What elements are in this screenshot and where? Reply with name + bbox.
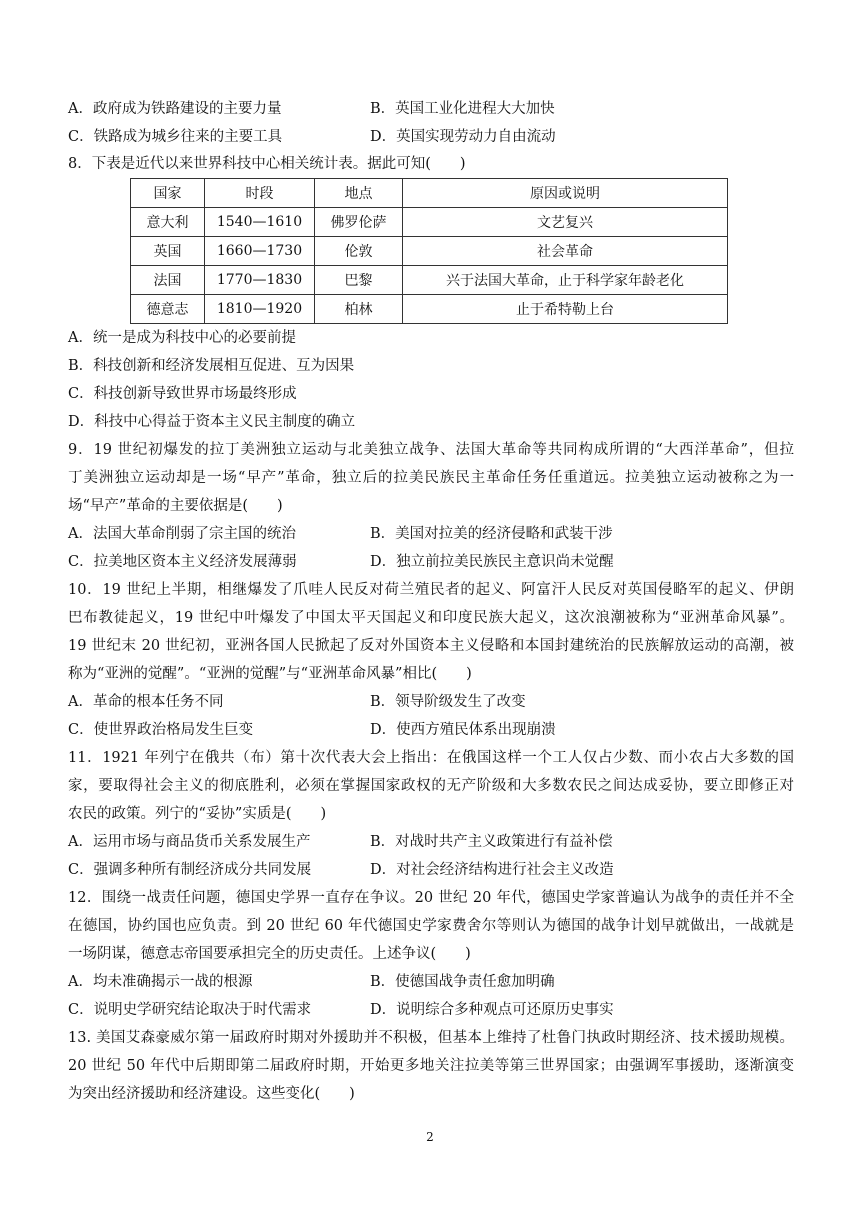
q10-option-a[interactable]: A．革命的根本任务不同: [68, 694, 224, 710]
q10-line-3: 19 世纪末 20 世纪初，亚洲各国人民掀起了反对外国资本主义侵略和本国封建统治的民族解放运动的高潮，被: [68, 638, 794, 654]
q12-option-b[interactable]: B．使德国战争责任愈加明确: [370, 974, 555, 990]
q13-line-1: 13. 美国艾森豪威尔第一届政府时期对外援助并不积极，但基本上维持了杜鲁门执政时期经济、技术援助规模。: [68, 1030, 794, 1046]
q11-option-c[interactable]: C．强调多种所有制经济成分共同发展: [68, 862, 312, 878]
q10-line-1: 10．19 世纪上半期，相继爆发了爪哇人民反对荷兰殖民者的起义、阿富汗人民反对英国侵略军的起义、伊朗: [68, 582, 794, 598]
q11-line-1: 11．1921 年列宁在俄共（布）第十次代表大会上指出：在俄国这样一个工人仅占少数、而小农占大多数的国: [68, 750, 794, 766]
table-cell: 德意志: [131, 295, 205, 324]
table-cell: 社会革命: [403, 237, 728, 266]
table-cell: 伦敦: [315, 237, 403, 266]
q8-stem: 8．下表是近代以来世界科技中心相关统计表。据此可知( ): [68, 156, 466, 172]
page-number: 2: [426, 1130, 434, 1144]
q8-option-a[interactable]: A．统一是成为科技中心的必要前提: [68, 330, 296, 346]
table-cell: 巴黎: [315, 266, 403, 295]
table-header-cell: 地点: [315, 179, 403, 208]
q7-option-b[interactable]: B．英国工业化进程大大加快: [370, 101, 555, 117]
table-cell: 1810—1920: [205, 295, 315, 324]
q8-option-b[interactable]: B．科技创新和经济发展相互促进、互为因果: [68, 358, 355, 374]
q11-option-a[interactable]: A．运用市场与商品货币关系发展生产: [68, 834, 311, 850]
q9-option-d[interactable]: D．独立前拉美民族民主意识尚未觉醒: [370, 554, 614, 570]
table-cell: 法国: [131, 266, 205, 295]
q9-line-1: 9．19 世纪初爆发的拉丁美洲独立运动与北美独立战争、法国大革命等共同构成所谓的“大西洋革命”，但拉: [68, 442, 794, 458]
table-cell: 英国: [131, 237, 205, 266]
q13-line-2: 20 世纪 50 年代中后期即第二届政府时期，开始更多地关注拉美等第三世界国家；由强调军事援助，逐渐演变: [68, 1058, 794, 1074]
q12-line-2: 在德国，协约国也应负责。到 20 世纪 60 年代德国史学家费舍尔等则认为德国的战争计划早就做出，一战就是: [68, 918, 794, 934]
q9-option-c[interactable]: C．拉美地区资本主义经济发展薄弱: [68, 554, 297, 570]
table-cell: 兴于法国大革命，止于科学家年龄老化: [403, 266, 728, 295]
q10-option-c[interactable]: C．使世界政治格局发生巨变: [68, 722, 254, 738]
q8-option-d[interactable]: D．科技中心得益于资本主义民主制度的确立: [68, 414, 356, 430]
q7-option-c[interactable]: C．铁路成为城乡往来的主要工具: [68, 129, 283, 145]
table-cell: 意大利: [131, 208, 205, 237]
q8-option-c[interactable]: C．科技创新导致世界市场最终形成: [68, 386, 297, 402]
q10-option-d[interactable]: D．使西方殖民体系出现崩溃: [370, 722, 556, 738]
table-header-cell: 原因或说明: [403, 179, 728, 208]
q12-option-c[interactable]: C．说明史学研究结论取决于时代需求: [68, 1002, 312, 1018]
q9-line-2: 丁美洲独立运动却是一场“早产”革命，独立后的拉美民族民主革命任务任重道远。拉美独立运动被称之为一: [68, 470, 794, 486]
q9-line-3: 场“早产”革命的主要依据是( ): [68, 498, 283, 514]
q10-line-2: 巴布教徒起义，19 世纪中叶爆发了中国太平天国起义和印度民族大起义，这次浪潮被称为“亚洲革命风暴”。: [68, 610, 794, 626]
table-row: [131, 266, 728, 295]
table-row: [131, 237, 728, 266]
q10-option-b[interactable]: B．领导阶级发生了改变: [370, 694, 526, 710]
q12-line-3: 一场阴谋，德意志帝国要承担完全的历史责任。上述争议( ): [68, 946, 471, 962]
q7-option-a[interactable]: A．政府成为铁路建设的主要力量: [68, 101, 282, 117]
table-cell: 止于希特勒上台: [403, 295, 728, 324]
q11-option-d[interactable]: D．对社会经济结构进行社会主义改造: [370, 862, 614, 878]
table-row: [131, 208, 728, 237]
table-header-cell: 国家: [131, 179, 205, 208]
q11-line-3: 农民的政策。列宁的“妥协”实质是( ): [68, 806, 327, 822]
table-cell: 1540—1610: [205, 208, 315, 237]
q12-option-d[interactable]: D．说明综合多种观点可还原历史事实: [370, 1002, 614, 1018]
q13-line-3: 为突出经济援助和经济建设。这些变化( ): [68, 1086, 355, 1102]
q9-option-b[interactable]: B．美国对拉美的经济侵略和武装干涉: [370, 526, 613, 542]
tech-center-table: [130, 178, 728, 324]
q12-line-1: 12．围绕一战责任问题，德国史学界一直存在争议。20 世纪 20 年代，德国史学家普遍认为战争的责任并不全: [68, 890, 794, 906]
table-cell: 文艺复兴: [403, 208, 728, 237]
table-cell: 1660—1730: [205, 237, 315, 266]
q12-option-a[interactable]: A．均未准确揭示一战的根源: [68, 974, 253, 990]
q7-option-d[interactable]: D．英国实现劳动力自由流动: [370, 129, 556, 145]
table-cell: 柏林: [315, 295, 403, 324]
table-cell: 1770—1830: [205, 266, 315, 295]
table-header-row: [131, 179, 728, 208]
table-header-cell: 时段: [205, 179, 315, 208]
q10-line-4: 称为“亚洲的觉醒”。“亚洲的觉醒”与“亚洲革命风暴”相比( ): [68, 666, 472, 682]
q11-option-b[interactable]: B．对战时共产主义政策进行有益补偿: [370, 834, 613, 850]
q9-option-a[interactable]: A．法国大革命削弱了宗主国的统治: [68, 526, 296, 542]
q11-line-2: 家，要取得社会主义的彻底胜利，必须在掌握国家政权的无产阶级和大多数农民之间达成妥协，要立即修正对: [68, 778, 794, 794]
table-cell: 佛罗伦萨: [315, 208, 403, 237]
table-row: [131, 295, 728, 324]
